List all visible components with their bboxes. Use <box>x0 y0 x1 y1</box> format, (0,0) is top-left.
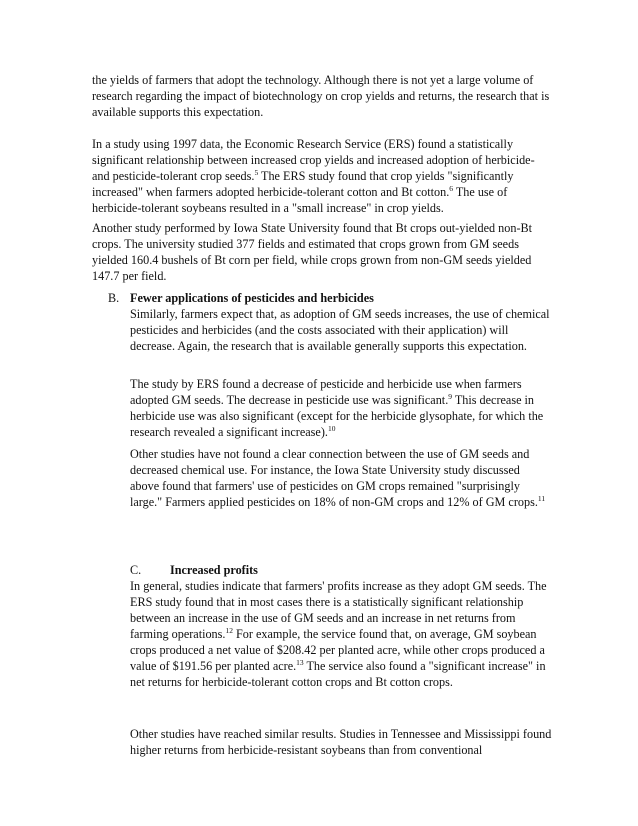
section-c-p1-text-3: The service also found a "significant increase" in net returns for herbicide-tolerant cotton crops and Bt cotton crops. <box>130 659 546 689</box>
iowa-paragraph: Another study performed by Iowa State University found that Bt crops out-yielded non-Bt crops. The university studied 377 fields and estimated that crops grown from GM seeds yielded 160.4 bushels of Bt corn per field, while crops grown from non-GM seeds yielded 147.7 per field. <box>92 221 533 283</box>
section-c-p1-text-1: In general, studies indicate that farmers' profits increase as they adopt GM seeds. The ERS study found that in most cases there is a statistically significant relationship between an increase in the use of GM seeds and an increase in net returns from farming operations. <box>130 579 547 641</box>
section-c-paragraph-2: Other studies have reached similar results. Studies in Tennessee and Mississippi found higher returns from herbicide-resistant soybeans than from conventional <box>130 727 552 757</box>
section-b-p2-text-1: The study by ERS found a decrease of pesticide and herbicide use when farmers adopted GM seeds. The decrease in pesticide use was significant. <box>130 377 522 407</box>
footnote-13: 13 <box>296 658 304 667</box>
section-b-paragraph-2 <box>130 376 552 440</box>
section-c-p1-text-2: For example, the service found that, on average, GM soybean crops produced a net value of $208.42 per planted acre, while other crops produced a value of $191.56 per planted acre. <box>130 627 545 673</box>
footnote-12: 12 <box>225 626 233 635</box>
section-b-p3-text: Other studies have not found a clear connection between the use of GM seeds and decreased chemical use. For instance, the Iowa State University study discussed above found that farmers' use of pesticides on GM crops remained "surprisingly large." Farmers applied pesticides on 18% of non-GM crops and 12% of GM crops. <box>130 447 538 509</box>
section-c-heading <box>130 562 552 578</box>
section-c-paragraph-1 <box>130 578 552 690</box>
section-b-p2-text-2: This decrease in herbicide use was also significant (except for the herbicide glysophate, for which the research revealed a significant increase). <box>130 393 544 439</box>
ers-text-2: The ERS study found that crop yields "significantly increased" when farmers adopted herbicide-tolerant cotton and Bt cotton. <box>92 169 514 199</box>
ers-text-1: In a study using 1997 data, the Economic Research Service (ERS) found a statistically significant relationship between increased crop yields and increased adoption of herbicide- and pesticide-tolerant crop seeds. <box>92 137 535 183</box>
footnote-5: 5 <box>254 168 259 177</box>
footnote-9: 9 <box>448 392 452 401</box>
section-c-marker: C. <box>130 563 142 577</box>
ers-paragraph <box>92 136 552 216</box>
section-b-paragraph-1: Similarly, farmers expect that, as adoption of GM seeds increases, the use of chemical pesticides and herbicides (and the costs associated with their application) will decrease. Again, the research that is available generally supports this expectation. <box>130 307 550 353</box>
footnote-6: 6 <box>449 184 454 193</box>
section-b-marker: B. <box>108 291 120 305</box>
section-b-title: Fewer applications of pesticides and herbicides <box>130 291 374 305</box>
ers-text-3: The use of herbicide-tolerant soybeans resulted in a "small increase" in crop yields. <box>92 185 508 215</box>
section-b-heading <box>108 290 552 306</box>
footnote-10: 10 <box>327 424 336 433</box>
footnote-11: 11 <box>537 494 546 503</box>
section-b-paragraph-3 <box>130 446 552 510</box>
section-c-title: Increased profits <box>170 563 258 577</box>
intro-paragraph: the yields of farmers that adopt the technology. Although there is not yet a large volume of research regarding the impact of biotechnology on crop yields and returns, the research that is available supports this expectation. <box>92 73 550 119</box>
